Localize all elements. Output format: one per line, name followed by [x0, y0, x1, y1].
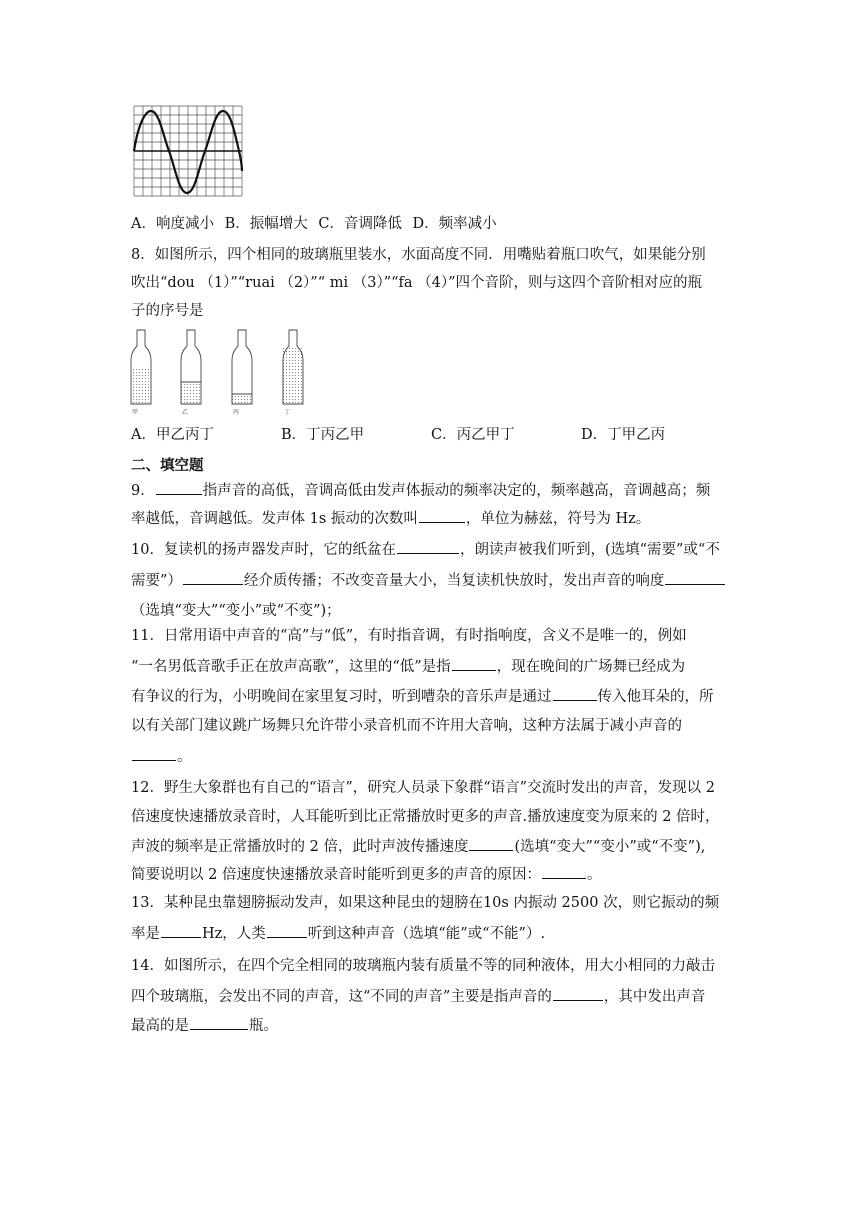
q14-text4: 瓶。: [249, 1018, 278, 1034]
q12-text2: (选填“变大”“变小”或“不变”),: [514, 839, 706, 855]
q11-line3: [131, 686, 731, 707]
q14-text2: ，其中发出声音: [603, 989, 706, 1005]
q10-line3: （选填“变大”“变小”或“不变”)；: [131, 603, 341, 619]
bottle-jia: [131, 330, 151, 404]
q12-text1: 声波的频率是正常播放时的 2 倍，此时声波传播速度: [131, 839, 469, 855]
q12-line1: 12．野生大象群也有自己的“语言”，研究人员录下象群“语言”交流时发出的声音，发现以 2: [131, 780, 715, 796]
q8-option-a: A．甲乙丙丁: [131, 427, 214, 443]
q13-text1: 率是: [131, 926, 160, 942]
q13-line1: 13．某种昆虫靠翅膀振动发声，如果这种昆虫的翅膀在10s 内振动 2500 次，则它振动的频: [131, 895, 720, 911]
q7-options: A．响度减小 B．振幅增大 C．音调降低 D．频率减小: [131, 216, 497, 232]
q13-line2: [131, 923, 731, 944]
q10-line1: [131, 539, 731, 560]
answer-blank[interactable]: [553, 986, 603, 1001]
q9-text2: 率越低，音调越低。发声体 1s 振动的次数叫: [131, 511, 418, 527]
bottle-ding: [283, 330, 303, 404]
q14-line2: [131, 986, 731, 1007]
bottle-label-jia: 甲: [132, 409, 139, 416]
q9-text: 指声音的高低，音调高低由发声体振动的频率决定的，频率越高，音调越高；频: [202, 483, 711, 499]
q8-line2: 吹出“dou （1）”“ruai （2）”“ mi （3）”“fa （4）”四个音阶，则与这四个音阶相对应的瓶: [131, 275, 703, 291]
q8-line1: 8．如图所示，四个相同的玻璃瓶里装水，水面高度不同．用嘴贴着瓶口吹气，如果能分别: [131, 247, 706, 263]
q8-option-b: B．丁丙乙甲: [281, 427, 365, 443]
bottle-yi: [181, 330, 201, 404]
q12-line3: [131, 836, 731, 857]
q11-line5: [131, 746, 731, 767]
q10-text4: 经介质传播；不改变音量大小，当复读机快放时，发出声音的响度: [243, 573, 665, 589]
answer-blank[interactable]: [553, 686, 597, 701]
answer-blank[interactable]: [469, 836, 513, 851]
answer-blank[interactable]: [542, 864, 586, 879]
q10-text3: 需要”）: [131, 573, 182, 589]
answer-blank[interactable]: [665, 570, 725, 585]
q11-text1: “一名男低音歌手正在放声高歌”，这里的“低”是指: [131, 659, 451, 675]
answer-blank[interactable]: [183, 570, 243, 585]
q8-option-c: C．丙乙甲丁: [431, 427, 515, 443]
q9-number: 9．: [131, 483, 155, 499]
q11-line2: [131, 656, 731, 677]
q10-text1: 10．复读机的扬声器发声时，它的纸盆在: [131, 542, 396, 558]
q8-line3: 子的序号是: [131, 303, 204, 319]
q12-text4: 。: [586, 867, 602, 883]
bottle-label-yi: 乙: [182, 409, 189, 416]
bottle-label-bing: 丙: [233, 409, 240, 416]
q12-line2: 倍速度快速播放录音时，人耳能听到比正常播放时更多的声音.播放速度变为原来的 2 倍时，: [131, 809, 720, 825]
answer-blank[interactable]: [190, 1015, 248, 1030]
q11-line4: 以有关部门建议跳广场舞只允许带小录音机而不许用大音响，这种方法属于减小声音的: [131, 718, 682, 734]
answer-blank[interactable]: [267, 923, 307, 938]
q13-text3: 听到这种声音（选填“能”或“不能”）.: [307, 926, 546, 942]
q12-line4: [131, 864, 731, 885]
answer-blank[interactable]: [397, 539, 459, 554]
q14-line1: 14．如图所示，在四个完全相同的玻璃瓶内装有质量不等的同种液体，用大小相同的力敲击: [131, 958, 715, 974]
answer-blank[interactable]: [452, 656, 496, 671]
q14-line3: [131, 1015, 731, 1036]
bottle-bing: [232, 330, 252, 404]
answer-blank[interactable]: [161, 923, 201, 938]
q13-text2: Hz，人类: [202, 926, 266, 942]
q10-text2: ，朗读声被我们听到，(选填“需要”或“不: [459, 542, 720, 558]
q10-line2: [131, 570, 731, 591]
q8-option-d: D．丁甲乙丙: [581, 427, 666, 443]
q9-line1: [131, 480, 731, 501]
q11-line1: 11．日常用语中声音的“高”与“低”，有时指音调，有时指响度，含义不是唯一的，例如: [131, 628, 687, 644]
q11-text3: 有争议的行为，小明晚间在家里复习时，听到嘈杂的音乐声是通过: [131, 689, 552, 705]
q14-text1: 四个玻璃瓶，会发出不同的声音，这“不同的声音”主要是指声音的: [131, 989, 552, 1005]
answer-blank[interactable]: [156, 480, 202, 495]
bottles-figure: [126, 326, 316, 418]
q9-text3: ，单位为赫兹，符号为 Hz。: [465, 511, 651, 527]
q11-text2: ，现在晚间的广场舞已经成为: [496, 659, 686, 675]
sine-wave-figure: [133, 105, 243, 197]
answer-blank[interactable]: [132, 746, 176, 761]
answer-blank[interactable]: [419, 508, 465, 523]
q14-text3: 最高的是: [131, 1018, 189, 1034]
q11-text5: 。: [177, 749, 192, 765]
q9-line2: [131, 508, 731, 529]
q12-text3: 简要说明以 2 倍速度快速播放录音时能听到更多的声音的原因：: [131, 867, 541, 883]
section-title: 二、填空题: [131, 458, 204, 474]
bottle-label-ding: 丁: [284, 409, 291, 416]
q11-text4: 传入他耳朵的，所: [597, 689, 714, 705]
